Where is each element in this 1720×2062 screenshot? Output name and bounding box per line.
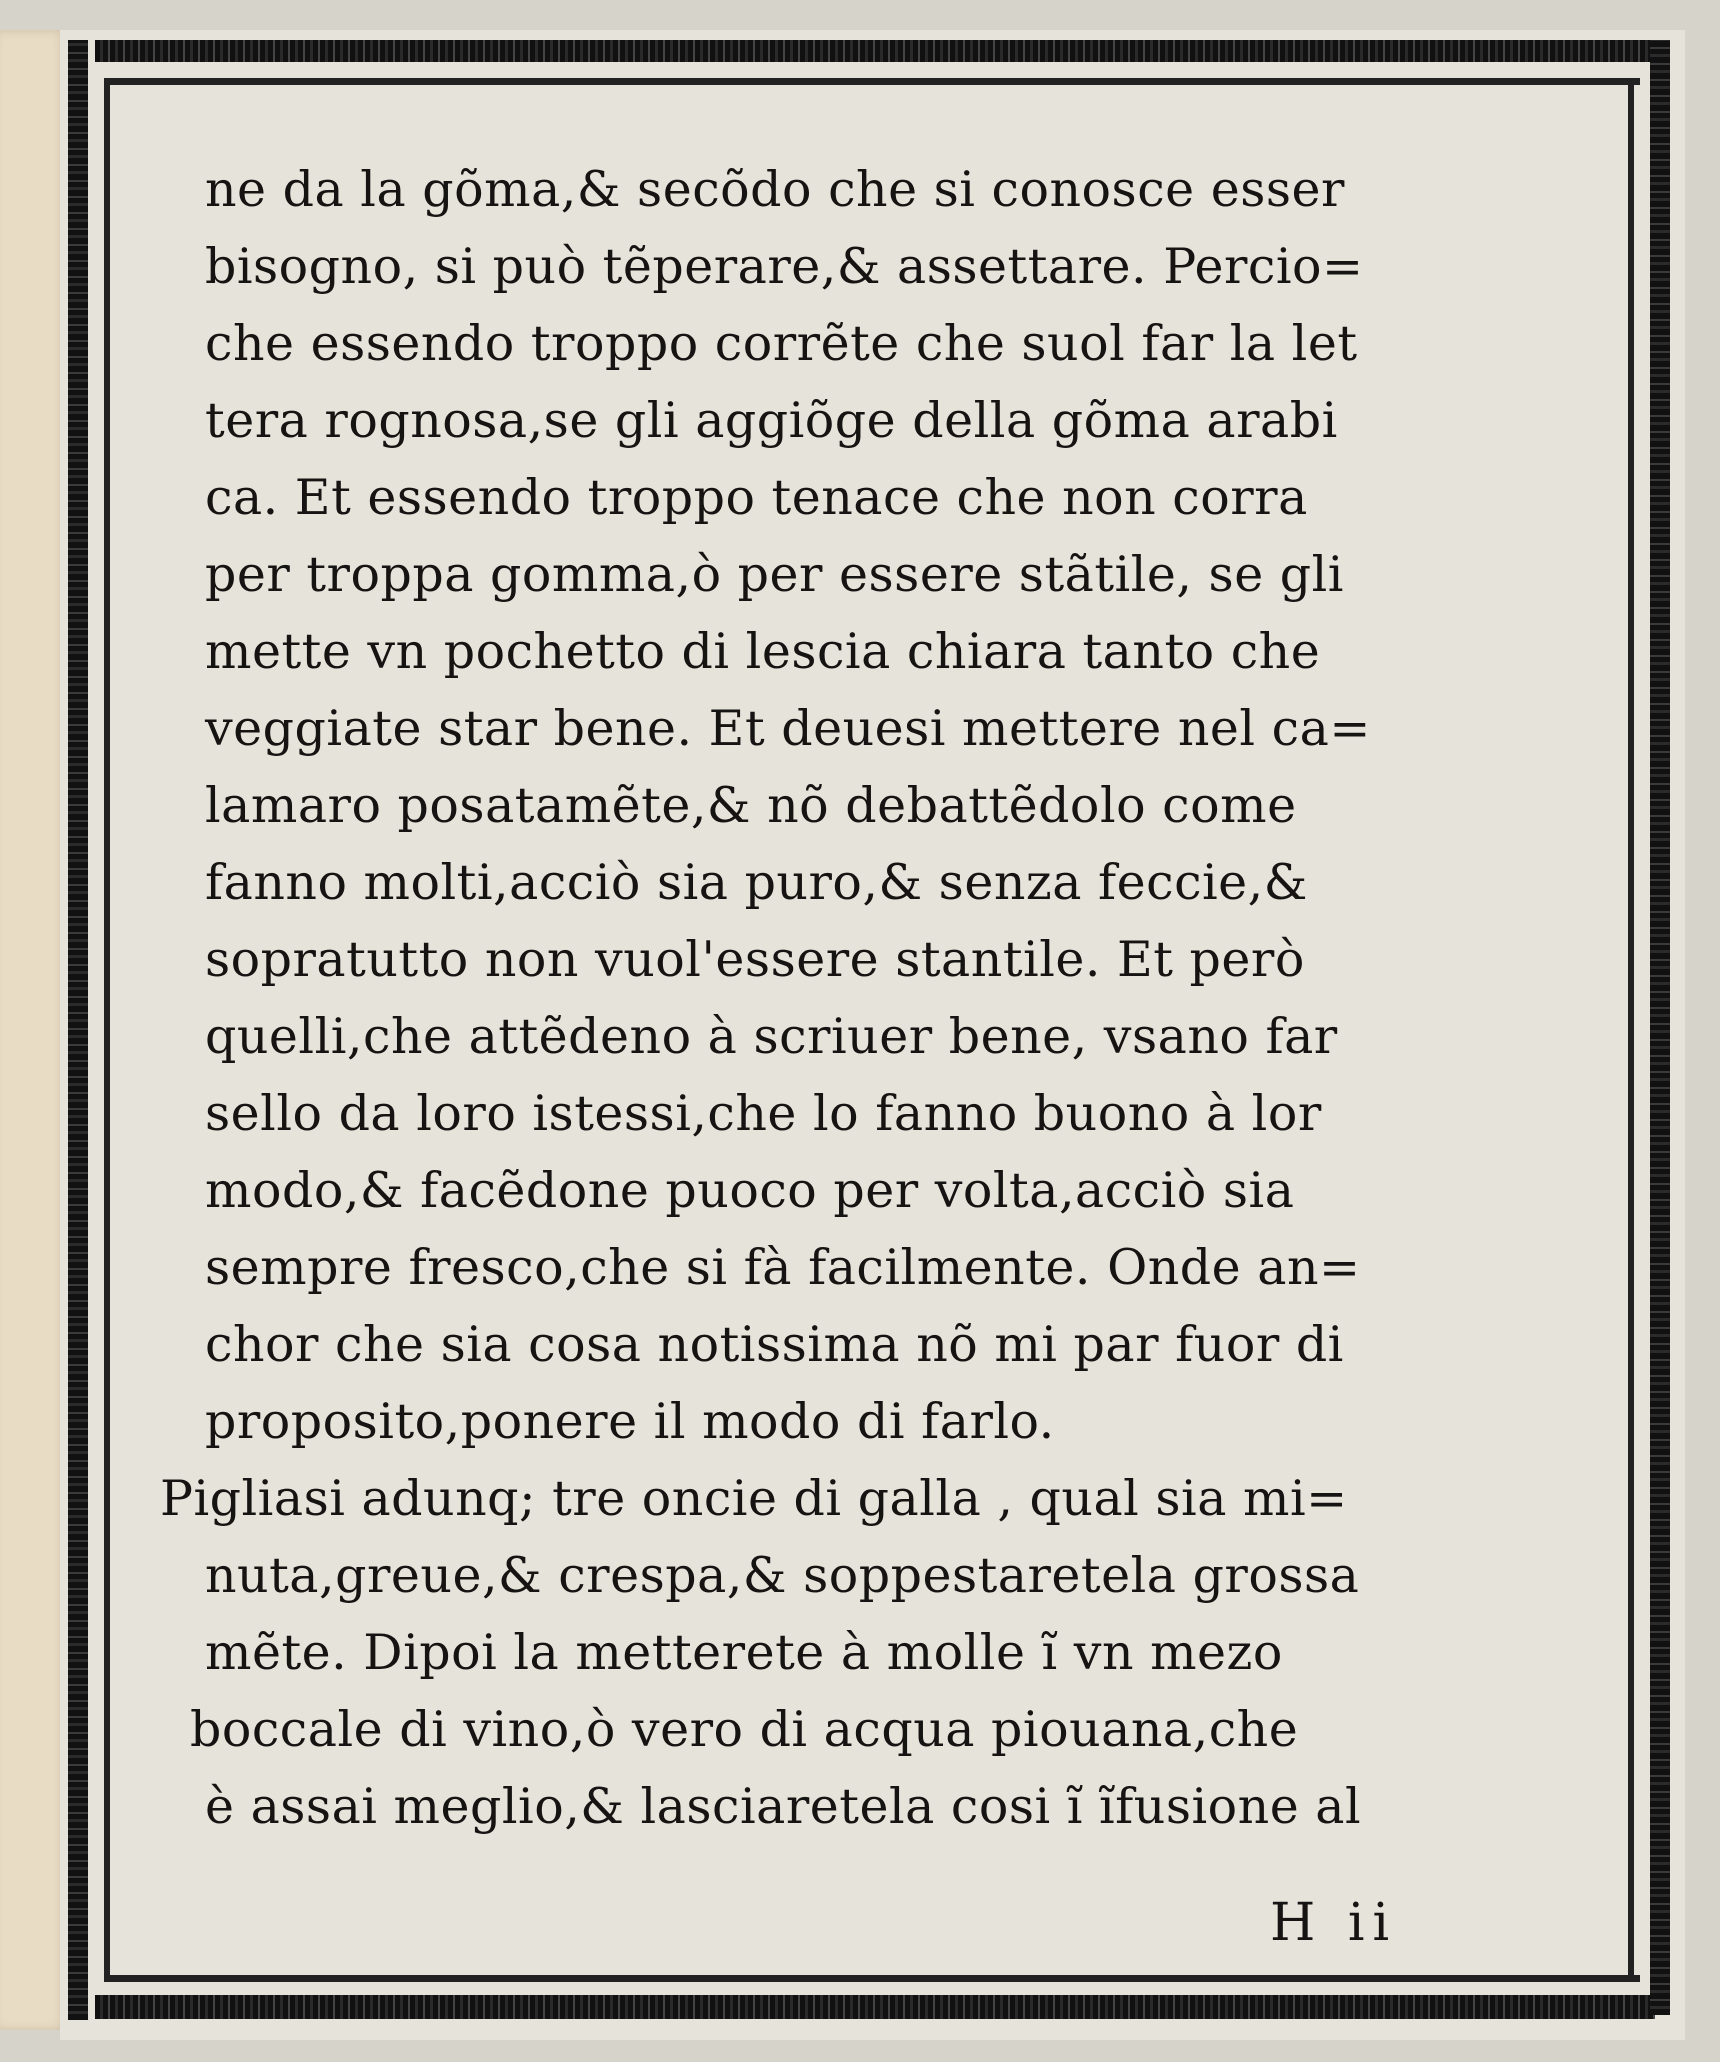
text-line: boccale di vino,ò vero di acqua piouana,che <box>190 1701 1299 1758</box>
text-line: Pigliasi adunq; tre oncie di galla , qual sia mi= <box>160 1470 1348 1527</box>
border-left-outer <box>68 40 88 2020</box>
text-line: chor che sia cosa notissima nõ mi par fuor di <box>205 1316 1344 1373</box>
text-line: proposito,ponere il modo di farlo. <box>205 1393 1055 1450</box>
border-top-inner <box>110 78 1640 85</box>
border-bottom-inner <box>110 1975 1640 1982</box>
text-line: lamaro posatamẽte,& nõ debattẽdolo come <box>205 777 1297 834</box>
border-left-inner <box>104 78 110 1982</box>
border-right-outer <box>1650 40 1670 2015</box>
text-line: mẽte. Dipoi la metterete à molle ĩ vn mezo <box>205 1624 1283 1681</box>
text-line: sopratutto non vuol'essere stantile. Et però <box>205 931 1305 988</box>
text-line: sello da loro istessi,che lo fanno buono à lor <box>205 1085 1322 1142</box>
text-line: sempre fresco,che si fà facilmente. Onde an= <box>205 1239 1361 1296</box>
adjacent-page-edge <box>0 30 68 2030</box>
text-line: tera rognosa,se gli aggiõge della gõma arabi <box>205 392 1338 449</box>
text-line: nuta,greue,& crespa,& soppestaretela grossa <box>205 1547 1360 1604</box>
border-bottom-outer <box>95 1995 1655 2019</box>
text-line: ca. Et essendo troppo tenace che non corra <box>205 469 1308 526</box>
signature-mark: H ii <box>1270 1893 1398 1953</box>
text-line: è assai meglio,& lasciaretela cosi ĩ ĩfusione al <box>205 1778 1362 1835</box>
text-line: quelli,che attẽdeno à scriuer bene, vsano far <box>205 1008 1338 1065</box>
text-line: bisogno, si può tẽperare,& assettare. Percio= <box>205 238 1364 295</box>
text-line: mette vn pochetto di lescia chiara tanto che <box>205 623 1321 680</box>
text-line: fanno molti,acciò sia puro,& senza feccie,& <box>205 854 1308 911</box>
text-line: che essendo troppo corrẽte che suol far la let <box>205 315 1358 372</box>
border-right-inner <box>1628 78 1634 1982</box>
text-line: veggiate star bene. Et deuesi mettere nel ca= <box>205 700 1371 757</box>
text-line: ne da la gõma,& secõdo che si conosce esser <box>205 161 1345 218</box>
text-line: per troppa gomma,ò per essere stãtile, se gli <box>205 546 1344 603</box>
border-top-outer <box>95 40 1655 62</box>
text-line: modo,& facẽdone puoco per volta,acciò sia <box>205 1162 1295 1219</box>
